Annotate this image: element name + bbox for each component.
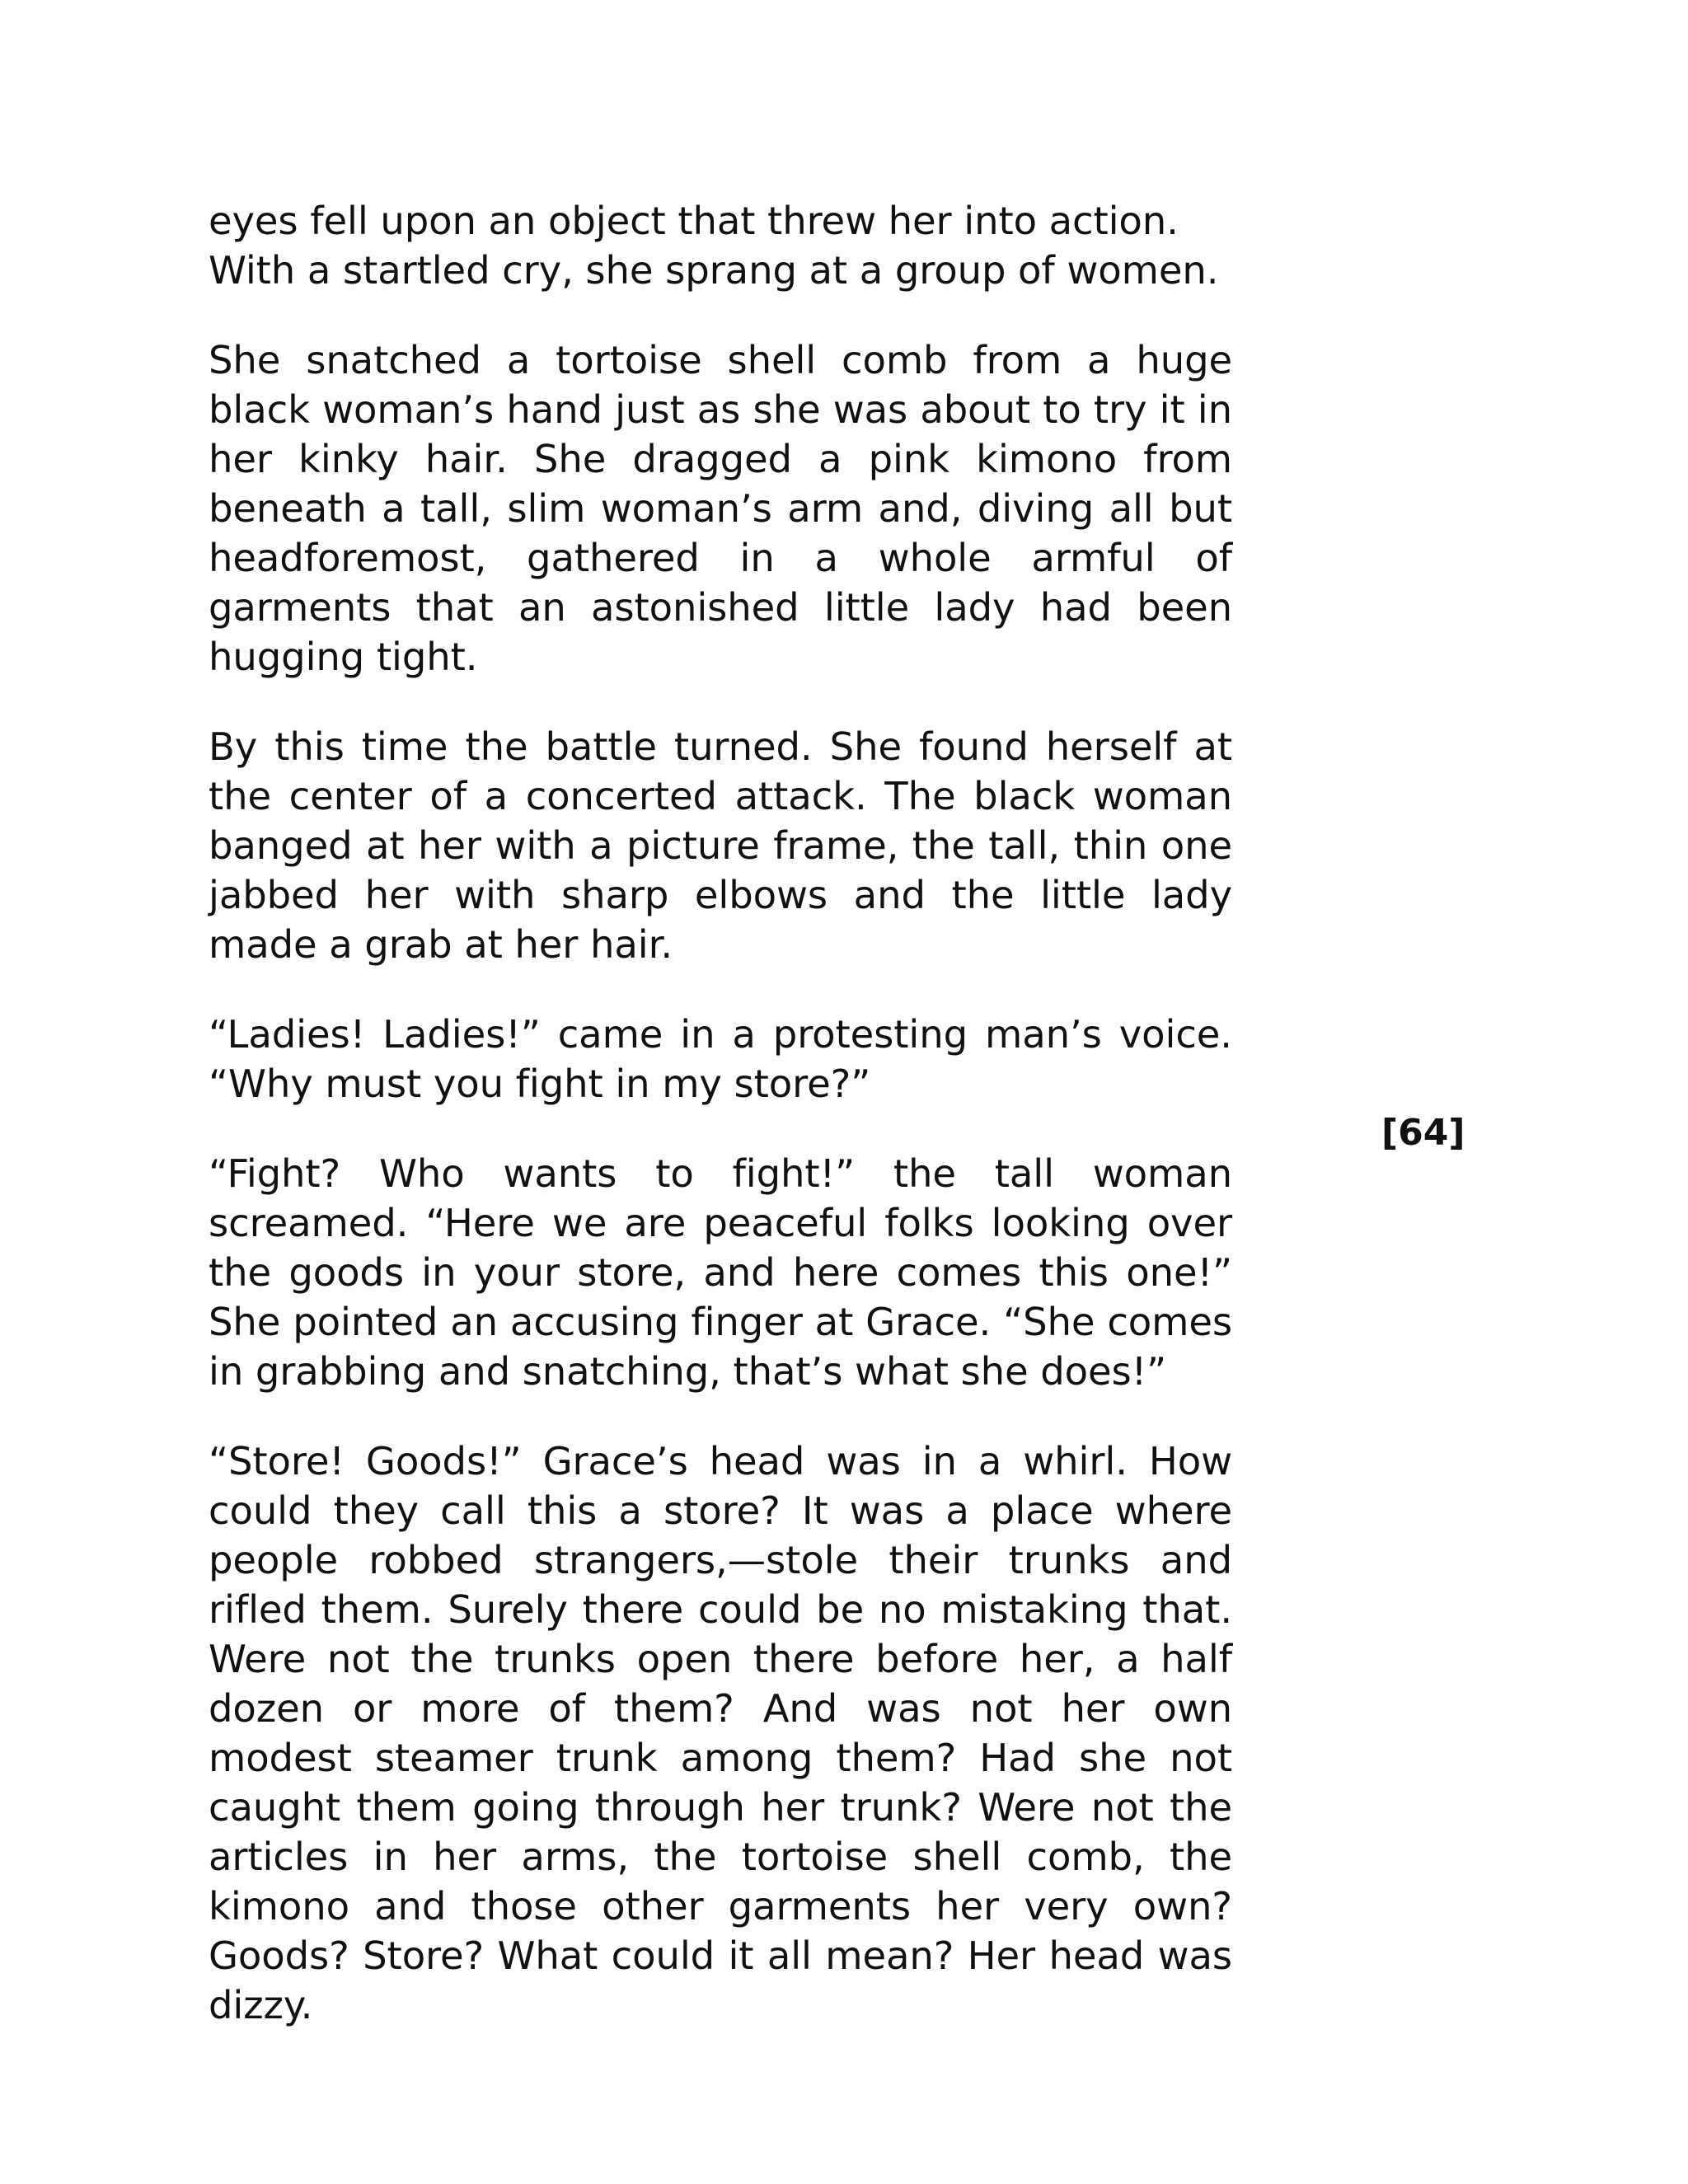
body-text [209, 196, 1232, 2070]
paragraph-2: She snatched a tortoise shell comb from a huge black woman’s hand just as she was about to try it in her kinky hair. She dragged a pink kimono from beneath a tall, slim woman’s arm and, diving all but headforemost, gathered in a whole armful of garments that an astonished little lady had been hugging tight. [209, 338, 1232, 679]
paragraph-3: By this time the battle turned. She found herself at the center of a concerted attack. The black woman banged at her with a picture frame, the tall, thin one jabbed her with sharp elbows and the little lady made a grab at her hair. [209, 724, 1232, 967]
paragraph-1: eyes fell upon an object that threw her into action. With a startled cry, she sprang at a group of women. [209, 199, 1219, 293]
page-number: [64] [1381, 1112, 1465, 1154]
paragraph-6: “Store! Goods!” Grace’s head was in a whirl. How could they call this a store? It was a place where people robbed strangers,—stole their trunks and rifled them. Surely there could be no mistaking that. Were not the trunks open there before her, a half dozen or more of them? And was not her own modest steamer trunk among them? Had she not caught them going through her trunk? Were not the articles in her arms, the tortoise shell comb, the kimono and those other garments her very own? Goods? Store? What could it all mean? Her head was dizzy. [209, 1439, 1232, 2027]
paragraph-4: “Ladies! Ladies!” came in a protesting man’s voice. “Why must you fight in my store?” [209, 1012, 1232, 1106]
paragraph-5: “Fight? Who wants to fight!” the tall woman screamed. “Here we are peaceful folks looking over the goods in your store, and here comes this one!” She pointed an accusing finger at Grace. “She comes in grabbing and snatching, that’s what she does!” [209, 1151, 1232, 1394]
